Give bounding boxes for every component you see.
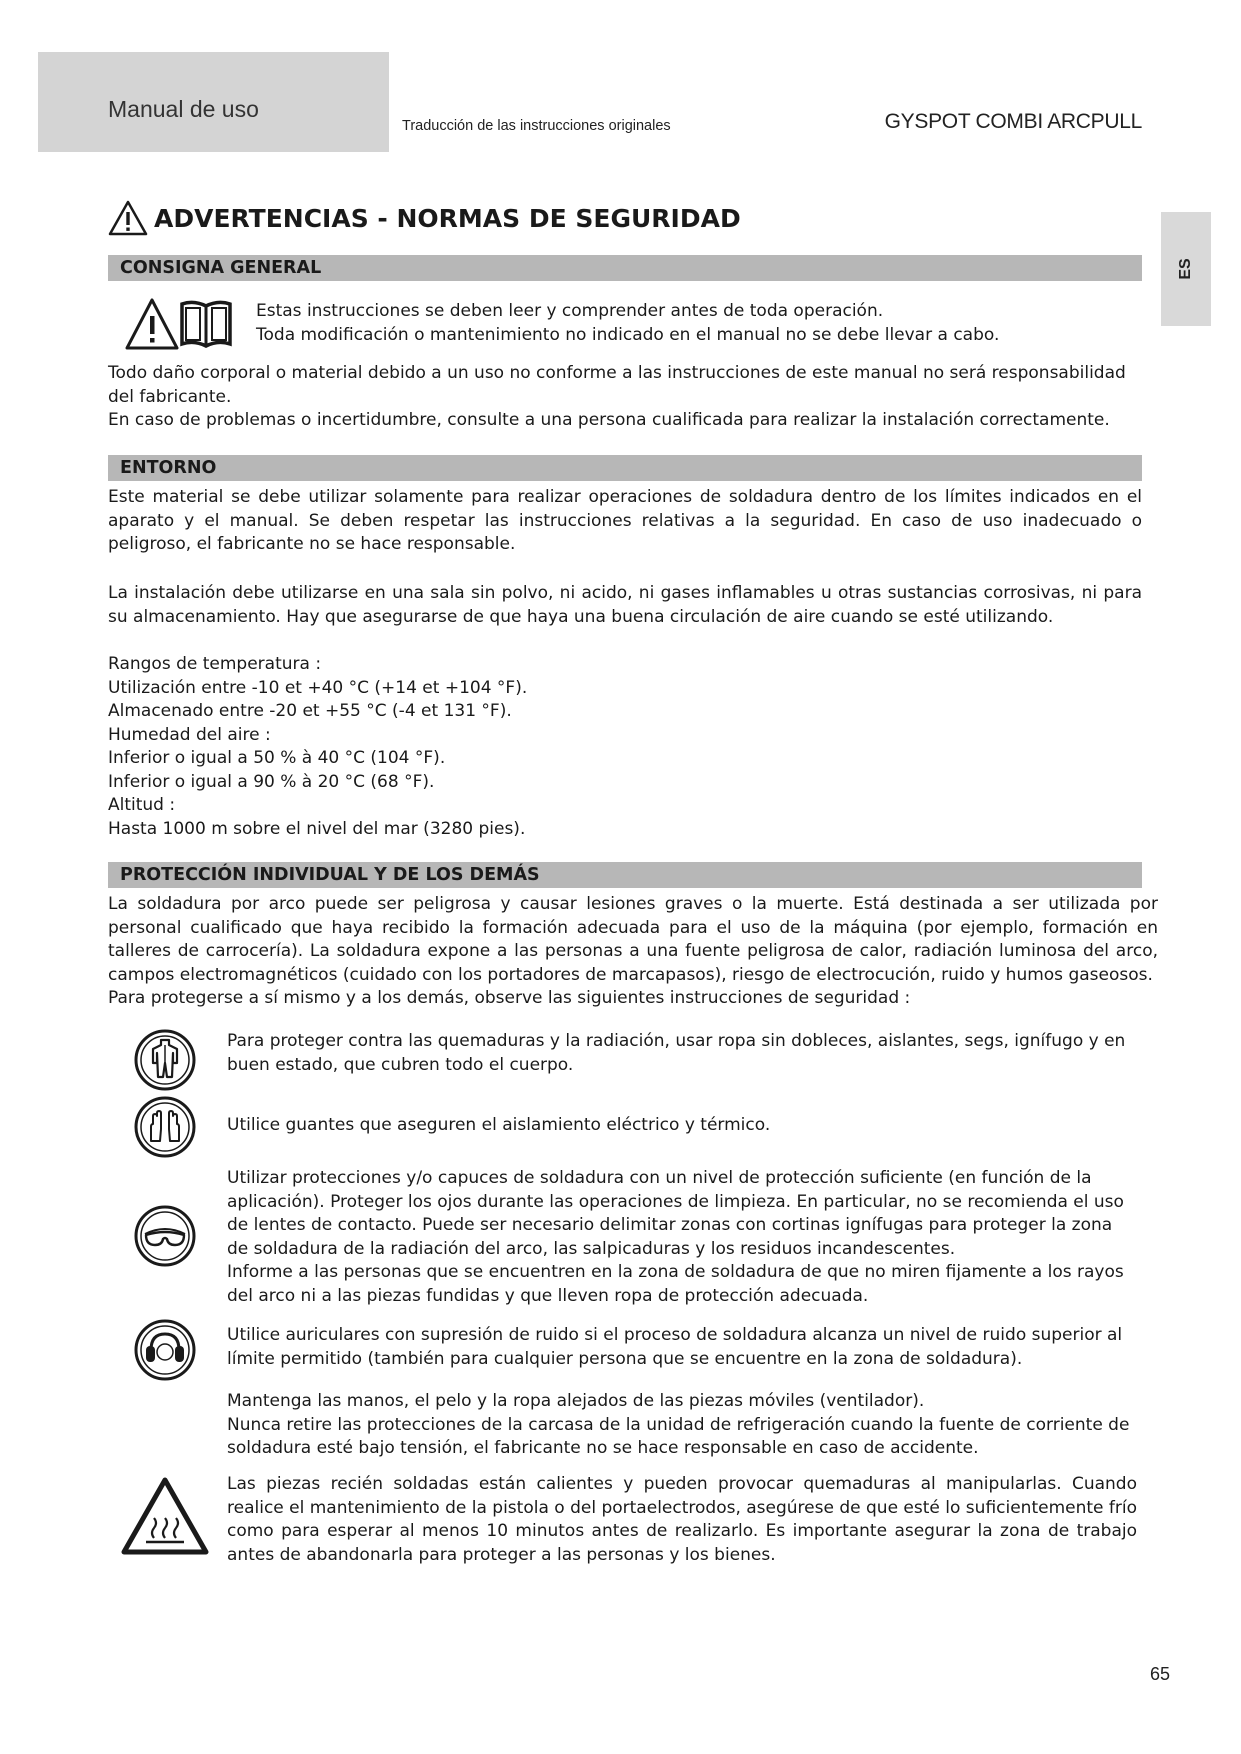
hot-surface-text: Las piezas recién soldadas están calientes y pueden provocar quemaduras al manipularlas. Cuando realice el mantenimiento de la pistola o del portaelectrodos, asegúrese de que esté lo suficientemente frío como para esperar al menos 10 minutos antes de realizarlo. Es importante asegurar la zona de trabajo antes de abandonarla para proteger a las personas y los bienes. bbox=[227, 1474, 1137, 1565]
general-icon-text bbox=[256, 300, 1146, 347]
protective-clothing-icon bbox=[133, 1028, 197, 1092]
spec-line: Hasta 1000 m sobre el nivel del mar (3280 pies). bbox=[108, 818, 526, 839]
language-tab bbox=[1161, 212, 1211, 326]
ear-protection-icon bbox=[133, 1318, 197, 1382]
page-title bbox=[108, 200, 741, 236]
protection-intro: La soldadura por arco puede ser peligrosa y causar lesiones graves o la muerte. Está destinada a ser utilizada por personal cualificado que haya recibido la formación adecuada para el uso de la máquina (por ejemplo, formación en talleres de carrocería). La soldadura expone a las personas a una fuente peligrosa de calor, radiación luminosa del arco, campos electromagnéticos (cuidado con los portadores de marcapasos), riesgo de electrocución, ruido y humos gaseosos. bbox=[108, 894, 1158, 985]
spec-line: Utilización entre -10 et +40 °C (+14 et +104 °F). bbox=[108, 677, 528, 698]
warning-manual-icon bbox=[124, 296, 234, 352]
general-paragraph-1: Todo daño corporal o material debido a un uso no conforme a las instrucciones de este manual no será responsabilidad del fabricante. bbox=[108, 363, 1126, 407]
moving-parts-paragraph-1: Mantenga las manos, el pelo y la ropa alejados de las piezas móviles (ventilador). bbox=[227, 1391, 925, 1411]
page-title-text: ADVERTENCIAS - NORMAS DE SEGURIDAD bbox=[154, 203, 741, 233]
general-paragraphs bbox=[108, 362, 1148, 433]
spec-line: Inferior o igual a 90 % à 20 °C (68 °F). bbox=[108, 771, 435, 792]
hot-surface-icon bbox=[120, 1476, 210, 1556]
eye-protection-icon bbox=[133, 1204, 197, 1268]
general-paragraph-2: En caso de problemas o incertidumbre, consulte a una persona cualificada para realizar la instalación correctamente. bbox=[108, 410, 1110, 430]
moving-parts-text bbox=[227, 1390, 1147, 1461]
spec-line: Rangos de temperatura : bbox=[108, 654, 322, 674]
spec-line: Inferior o igual a 50 % à 40 °C (104 °F). bbox=[108, 748, 446, 768]
clothing-text: Para proteger contra las quemaduras y la radiación, usar ropa sin dobleces, aislantes, segs, ignífugo y en buen estado, que cubren todo el cuerpo. bbox=[227, 1031, 1126, 1075]
section-heading-protection: PROTECCIÓN INDIVIDUAL Y DE LOS DEMÁS bbox=[108, 862, 1142, 888]
spec-line: Humedad del aire : bbox=[108, 724, 271, 745]
eye-protection-paragraph-1: Utilizar protecciones y/o capuces de soldadura con un nivel de protección suficiente (en función de la aplicación). Proteger los ojos durante las operaciones de limpieza. En particular, no se recomienda el uso de lentes de contacto. Puede ser necesario delimitar zonas con cortinas ignífugas para proteger la zona de soldadura de la radiación del arco, las salpicaduras y los residuos incandescentes. bbox=[227, 1168, 1124, 1259]
product-name: GYSPOT COMBI ARCPULL bbox=[884, 110, 1142, 133]
protection-intro-2: Para protegerse a sí mismo y a los demás, observe las siguientes instrucciones de seguridad : bbox=[108, 988, 911, 1008]
general-line-1: Estas instrucciones se deben leer y comprender antes de toda operación. bbox=[256, 301, 884, 321]
moving-parts-paragraph-2: Nunca retire las protecciones de la carcasa de la unidad de refrigeración cuando la fuente de corriente de soldadura esté bajo tensión, el fabricante no se hace responsable en caso de accidente. bbox=[227, 1414, 1130, 1458]
header-subtitle: Traducción de las instrucciones originales bbox=[402, 118, 671, 134]
page-number: 65 bbox=[1150, 1664, 1171, 1684]
ear-protection-text: Utilice auriculares con supresión de ruido si el proceso de soldadura alcanza un nivel de ruido superior al límite permitido (también para cualquier persona que se encuentre en la zona de soldadura). bbox=[227, 1325, 1123, 1369]
manual-label: Manual de uso bbox=[108, 96, 259, 122]
general-line-2: Toda modificación o mantenimiento no indicado en el manual no se debe llevar a cabo. bbox=[256, 324, 1000, 345]
gloves-text: Utilice guantes que aseguren el aislamiento eléctrico y térmico. bbox=[227, 1115, 771, 1135]
environment-specs bbox=[108, 653, 808, 841]
section-heading-environment: ENTORNO bbox=[108, 455, 1142, 481]
environment-paragraph-1: Este material se debe utilizar solamente para realizar operaciones de soldadura dentro de los límites indicados en el aparato y el manual. Se deben respetar las instrucciones relativas a la seguridad. En caso de uso inadecuado o peligroso, el fabricante no se hace responsable. bbox=[108, 487, 1142, 554]
gloves-icon bbox=[133, 1095, 197, 1159]
eye-protection-paragraph-2: Informe a las personas que se encuentren en la zona de soldadura de que no miren fijamente a los rayos del arco ni a las piezas fundidas y que lleven ropa de protección adecuada. bbox=[227, 1262, 1124, 1306]
header-box bbox=[38, 52, 389, 152]
spec-line: Altitud : bbox=[108, 795, 176, 815]
eye-protection-text bbox=[227, 1167, 1137, 1308]
section-heading-general: CONSIGNA GENERAL bbox=[108, 255, 1142, 281]
language-tab-label: ES bbox=[1177, 258, 1194, 280]
environment-paragraph-2: La instalación debe utilizarse en una sala sin polvo, ni acido, ni gases inflamables u otras sustancias corrosivas, ni para su almacenamiento. Hay que asegurarse de que haya una buena circulación de aire cuando se esté utilizando. bbox=[108, 583, 1142, 627]
warning-icon bbox=[108, 200, 148, 236]
spec-line: Almacenado entre -20 et +55 °C (-4 et 131 °F). bbox=[108, 701, 512, 721]
